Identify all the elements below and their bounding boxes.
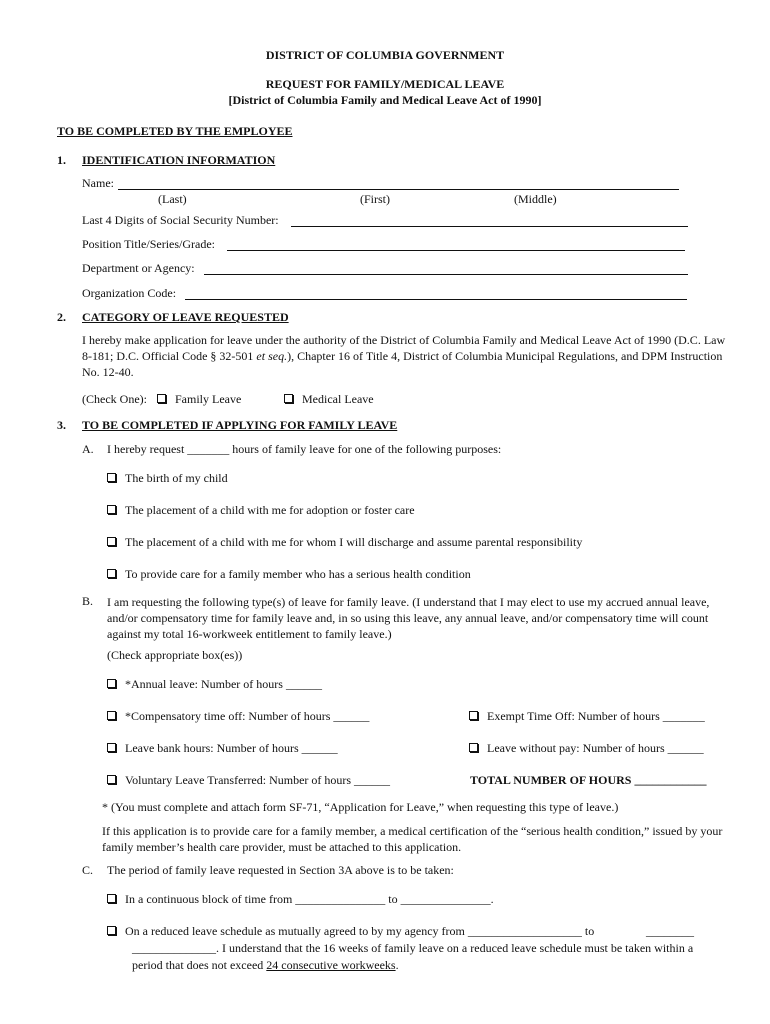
reduced-schedule-option[interactable]: On a reduced leave schedule as mutually agreed to by my agency from ___________________ to — [107, 924, 594, 939]
part-a-letter: A. — [82, 442, 94, 456]
name-last-caption: (Last) — [158, 192, 187, 206]
part-c-letter: C. — [82, 863, 94, 877]
ssn-label: Last 4 Digits of Social Security Number: — [82, 213, 279, 227]
exempt-time-checkbox[interactable] — [469, 711, 478, 720]
comp-time-checkbox[interactable] — [107, 711, 116, 720]
section-3-number: 3. — [57, 418, 66, 432]
reduced-schedule-checkbox[interactable] — [107, 926, 116, 935]
name-middle-caption: (Middle) — [514, 192, 557, 206]
leave-bank-option[interactable]: Leave bank hours: Number of hours ______ — [107, 741, 338, 756]
section-1-number: 1. — [57, 153, 66, 167]
voluntary-leave-checkbox[interactable] — [107, 775, 116, 784]
leave-without-pay-checkbox[interactable] — [469, 743, 478, 752]
org-title: DISTRICT OF COLUMBIA GOVERNMENT — [265, 48, 505, 62]
name-field[interactable] — [118, 189, 679, 190]
check-appropriate-label: (Check appropriate box(es)) — [107, 648, 243, 662]
medical-leave-option[interactable]: Medical Leave — [284, 392, 374, 407]
name-label: Name: — [82, 176, 114, 190]
purpose-care[interactable]: To provide care for a family member who has a serious health condition — [107, 567, 471, 582]
reduced-schedule-line-3: period that does not exceed 24 consecutive workweeks. — [132, 958, 399, 972]
purpose-adoption-checkbox[interactable] — [107, 505, 116, 514]
purpose-parental[interactable]: The placement of a child with me for whom I will discharge and assume parental responsibility — [107, 535, 582, 550]
org-code-field[interactable] — [185, 299, 687, 300]
purpose-care-checkbox[interactable] — [107, 569, 116, 578]
purpose-adoption[interactable]: The placement of a child with me for adoption or foster care — [107, 503, 415, 518]
purpose-parental-checkbox[interactable] — [107, 537, 116, 546]
purpose-birth-checkbox[interactable] — [107, 473, 116, 482]
continuous-block-option[interactable]: In a continuous block of time from _______________ to _______________. — [107, 892, 494, 907]
exempt-time-option[interactable]: Exempt Time Off: Number of hours _______ — [469, 709, 705, 724]
section-1-heading: IDENTIFICATION INFORMATION — [82, 153, 276, 167]
comp-time-option[interactable]: *Compensatory time off: Number of hours ______ — [107, 709, 369, 724]
section-2-number: 2. — [57, 310, 66, 324]
certification-note: If this application is to provide care for a family member, a medical certification of the “serious health condition,” issued by your family member’s health care provider, must be attached to this application. — [102, 824, 723, 854]
voluntary-leave-option[interactable]: Voluntary Leave Transferred: Number of hours ______ — [107, 773, 390, 788]
org-code-label: Organization Code: — [82, 286, 177, 300]
medical-leave-checkbox[interactable] — [284, 394, 293, 403]
department-field[interactable] — [204, 274, 688, 275]
continuous-block-checkbox[interactable] — [107, 894, 116, 903]
reduced-schedule-line-2: ______________. I understand that the 16 weeks of family leave on a reduced leave schedule must be taken within a — [132, 941, 694, 955]
employee-heading: TO BE COMPLETED BY THE EMPLOYEE — [57, 124, 293, 138]
part-b-letter: B. — [82, 594, 94, 608]
part-c-text: The period of family leave requested in Section 3A above is to be taken: — [107, 863, 454, 877]
section-3-heading: TO BE COMPLETED IF APPLYING FOR FAMILY LEAVE — [82, 418, 398, 432]
ssn-field[interactable] — [291, 226, 688, 227]
form-subtitle: [District of Columbia Family and Medical Leave Act of 1990] — [228, 93, 542, 107]
position-field[interactable] — [227, 250, 685, 251]
family-leave-checkbox[interactable] — [157, 394, 166, 403]
authority-paragraph: I hereby make application for leave under the authority of the District of Columbia Family and Medical Leave Act of 1990 (D.C. Law 8-181; D.C. Official Code § 32-501 et seq.), Chapter 16 of Title 4, District of Columbia Municipal Regulations, and DPM Instruction No. 12-40. — [82, 333, 726, 379]
purpose-birth[interactable]: The birth of my child — [107, 471, 228, 486]
form-title: REQUEST FOR FAMILY/MEDICAL LEAVE — [265, 77, 505, 91]
sf71-footnote: * (You must complete and attach form SF-71, “Application for Leave,” when requesting this type of leave.) — [102, 800, 619, 814]
part-a-text: I hereby request _______ hours of family leave for one of the following purposes: — [107, 442, 502, 456]
annual-leave-checkbox[interactable] — [107, 679, 116, 688]
leave-without-pay-option[interactable]: Leave without pay: Number of hours ______ — [469, 741, 704, 756]
family-leave-option[interactable]: Family Leave — [157, 392, 241, 407]
check-one-label: (Check One): — [82, 392, 147, 406]
annual-leave-option[interactable]: *Annual leave: Number of hours ______ — [107, 677, 322, 692]
total-hours[interactable]: TOTAL NUMBER OF HOURS ____________ — [470, 773, 707, 787]
leave-bank-checkbox[interactable] — [107, 743, 116, 752]
position-label: Position Title/Series/Grade: — [82, 237, 216, 251]
reduced-schedule-to-blank[interactable]: ________ — [646, 924, 694, 938]
part-b-text: I am requesting the following type(s) of leave for family leave. (I understand that I may elect to use my accrued annual leave, and/or compensatory time for family leave and, in so using this leave, any annual leave, and/or compensatory time will count against my total 16-workweek entitlement to family leave.) — [107, 595, 710, 641]
hours-requested-blank[interactable]: _______ — [187, 442, 230, 456]
department-label: Department or Agency: — [82, 261, 195, 275]
section-2-heading: CATEGORY OF LEAVE REQUESTED — [82, 310, 289, 324]
name-first-caption: (First) — [360, 192, 390, 206]
